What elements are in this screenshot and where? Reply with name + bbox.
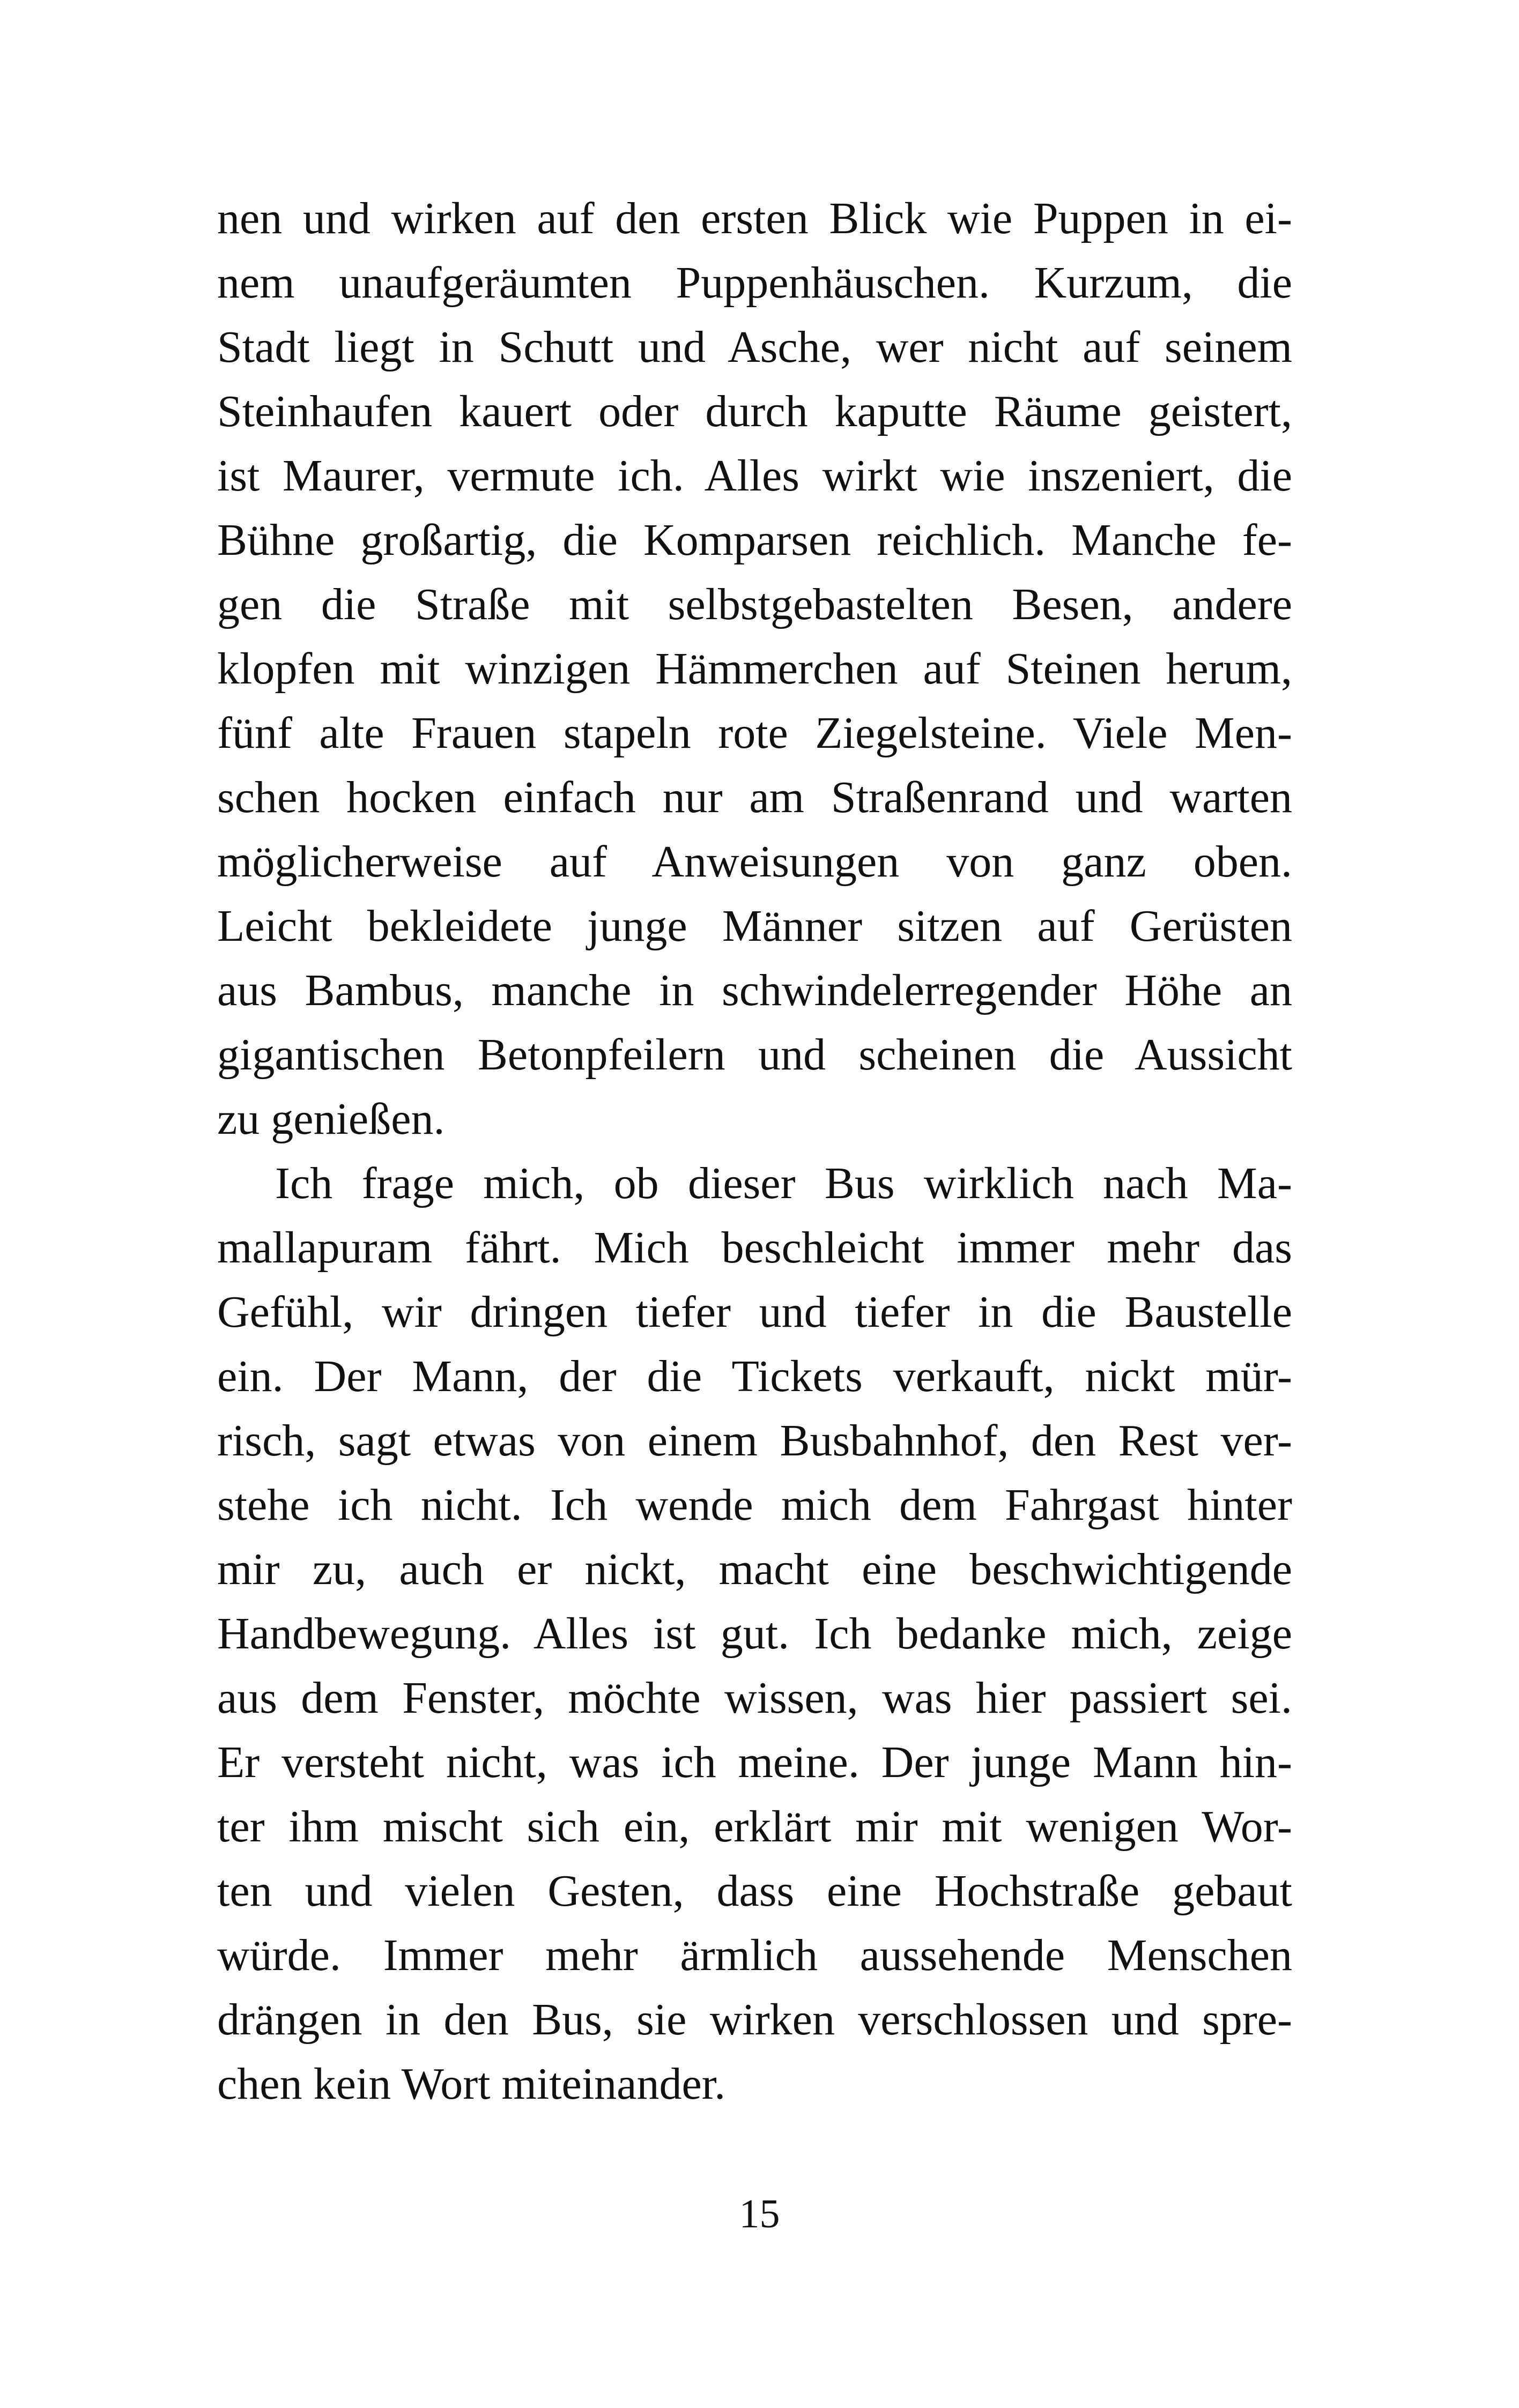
text-line: ter ihm mischt sich ein, erklärt mir mit wenigen Wor- [217, 1802, 1292, 1852]
text-line: Bühne großartig, die Komparsen reichlich. Manche fe- [217, 515, 1292, 565]
text-line: Steinhaufen kauert oder durch kaputte Räume geistert, [217, 387, 1292, 436]
text-line: ten und vielen Gesten, dass eine Hochstraße gebaut [217, 1866, 1292, 1916]
text-line: risch, sagt etwas von einem Busbahnhof, den Rest ver- [217, 1416, 1292, 1466]
text-line: klopfen mit winzigen Hämmerchen auf Steinen herum, [217, 644, 1292, 694]
text-line: schen hocken einfach nur am Straßenrand und warten [217, 772, 1292, 822]
text-line: mallapuram fährt. Mich beschleicht immer mehr das [217, 1223, 1292, 1273]
text-line: ist Maurer, vermute ich. Alles wirkt wie inszeniert, die [217, 451, 1292, 501]
text-line: fünf alte Frauen stapeln rote Ziegelsteine. Viele Men- [217, 708, 1292, 758]
text-line: zu genießen. [217, 1094, 445, 1144]
text-line: Ich frage mich, ob dieser Bus wirklich nach Ma- [275, 1158, 1292, 1208]
text-line: Handbewegung. Alles ist gut. Ich bedanke mich, zeige [217, 1609, 1292, 1659]
body-text [217, 187, 1292, 2116]
text-line: Stadt liegt in Schutt und Asche, wer nicht auf seinem [217, 322, 1292, 372]
text-line: würde. Immer mehr ärmlich aussehende Menschen [217, 1930, 1292, 1980]
page-number: 15 [739, 2191, 780, 2236]
text-line: chen kein Wort miteinander. [217, 2059, 726, 2109]
text-line: nem unaufgeräumten Puppenhäuschen. Kurzum, die [217, 258, 1292, 308]
text-line: drängen in den Bus, sie wirken verschlossen und spre- [217, 1995, 1292, 2045]
paragraph-2 [217, 1151, 1292, 2116]
text-line: gen die Straße mit selbstgebastelten Besen, andere [217, 579, 1292, 629]
text-line: möglicherweise auf Anweisungen von ganz oben. [217, 837, 1292, 887]
text-line: Er versteht nicht, was ich meine. Der junge Mann hin- [217, 1737, 1292, 1787]
text-line: aus Bambus, manche in schwindelerregender Höhe an [217, 965, 1292, 1015]
paragraph-1 [217, 187, 1292, 1151]
text-line: stehe ich nicht. Ich wende mich dem Fahrgast hinter [217, 1480, 1292, 1530]
text-line: gigantischen Betonpfeilern und scheinen die Aussicht [217, 1030, 1292, 1080]
text-line: Leicht bekleidete junge Männer sitzen auf Gerüsten [217, 901, 1292, 951]
text-line: ein. Der Mann, der die Tickets verkauft, nickt mür- [217, 1351, 1292, 1401]
text-line: mir zu, auch er nickt, macht eine beschwichtigende [217, 1544, 1292, 1594]
text-line: aus dem Fenster, möchte wissen, was hier passiert sei. [217, 1673, 1292, 1723]
text-line: nen und wirken auf den ersten Blick wie Puppen in ei- [217, 194, 1292, 243]
text-line: Gefühl, wir dringen tiefer und tiefer in die Baustelle [217, 1287, 1292, 1337]
